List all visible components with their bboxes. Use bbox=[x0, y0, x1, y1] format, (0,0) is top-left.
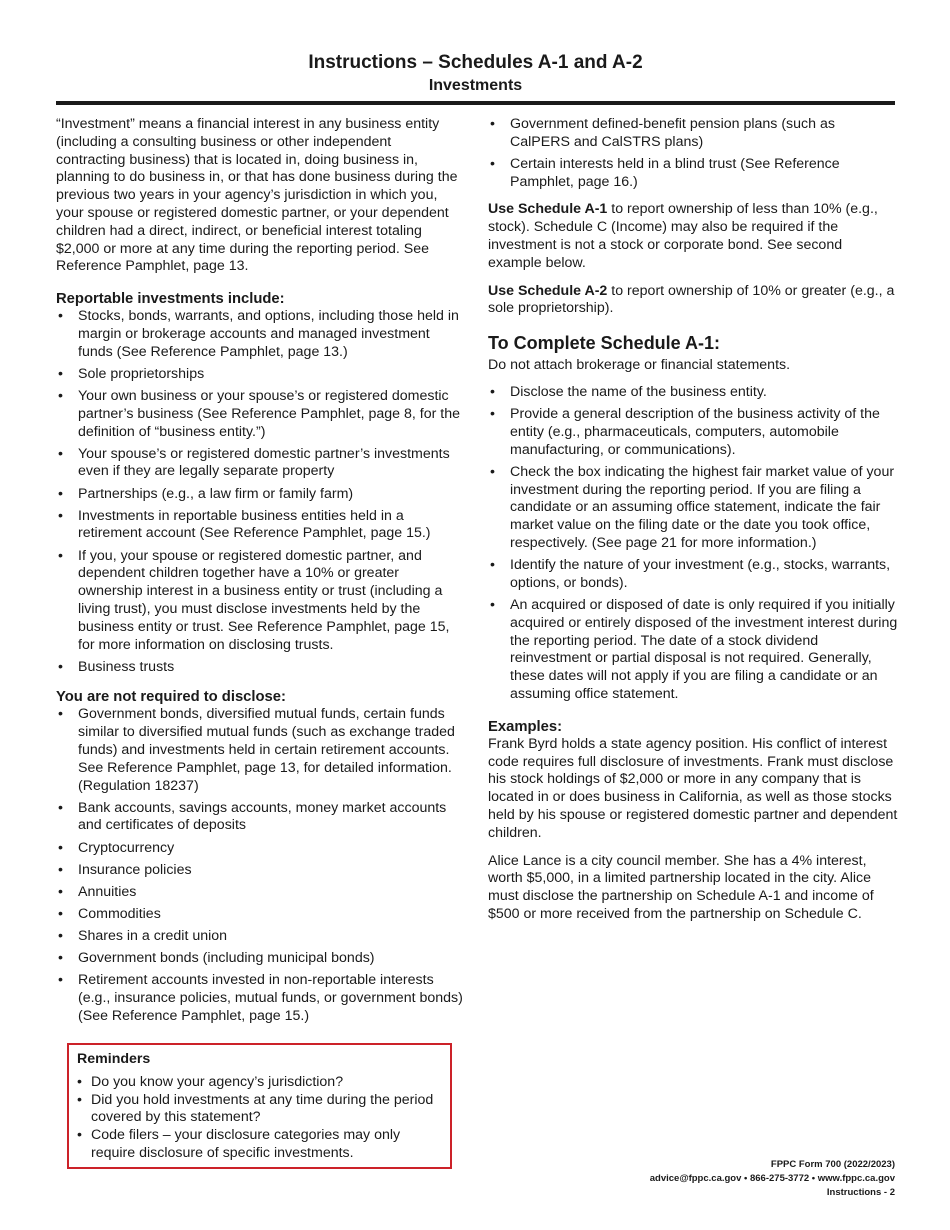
right-column bbox=[488, 116, 898, 934]
list-item: • Stocks, bonds, warrants, and options, including those held in margin or brokerage accounts and managed investment funds (See Reference Pamphlet, page 13.) bbox=[56, 308, 464, 361]
list-item: • Business trusts bbox=[56, 659, 464, 677]
list-item: • Investments in reportable business entities held in a retirement account (See Reference Pamphlet, page 15.) bbox=[56, 508, 464, 544]
list-item: • Provide a general description of the business activity of the entity (e.g., pharmaceuticals, computers, automobile manufacturing, or communications). bbox=[488, 406, 898, 459]
footer-form: FPPC Form 700 (2022/2023) bbox=[770, 1159, 895, 1170]
reminder-item: • Do you know your agency’s jurisdiction? bbox=[77, 1074, 442, 1092]
page-title: Instructions – Schedules A-1 and A-2 bbox=[308, 52, 643, 73]
page-subtitle: Investments bbox=[428, 77, 523, 94]
complete-note: Do not attach brokerage or financial statements. bbox=[488, 357, 791, 374]
list-item: • If you, your spouse or registered domestic partner, and dependent children together have a 10% or greater ownership interest in a business entity or trust (including a living trust), you must disclose investments held by the business entity or trust. See Reference Pamphlet, page 15, for more information on disclosing trusts. bbox=[56, 548, 464, 655]
investment-definition: “Investment” means a financial interest in any business entity (including a consulting business or other independent contracting business) that is located in, doing business in, planning to do business in, or that has done business during the previous two years in your agency’s jurisdiction in which you, your spouse or registered domestic partner, or your dependent children had a direct, indirect, or beneficial interest totaling $2,000 or more at any time during the reporting period. See Reference Pamphlet, page 13. bbox=[56, 116, 458, 275]
page-footer bbox=[650, 1158, 895, 1200]
page-header bbox=[56, 52, 895, 96]
reminders-list bbox=[77, 1074, 442, 1163]
reminder-item: • Code filers – your disclosure categories may only require disclosure of specific investments. bbox=[77, 1127, 442, 1163]
list-item: • Commodities bbox=[56, 906, 464, 924]
reminders-box bbox=[67, 1043, 452, 1169]
list-item: • Government defined-benefit pension plans (such as CalPERS and CalSTRS plans) bbox=[488, 116, 898, 152]
complete-list bbox=[488, 384, 898, 704]
use-a1-text: to report ownership of less than 10% (e.g., stock). Schedule C (Income) may also be required if the investment is not a stock or corporate bond. See second example below. bbox=[488, 201, 878, 271]
list-item: • Government bonds, diversified mutual funds, certain funds similar to diversified mutual funds (such as exchange traded funds) and investments held in certain retirement accounts. See Reference Pamphlet, page 13, for detailed information. (Regulation 18237) bbox=[56, 706, 464, 795]
left-column bbox=[56, 116, 464, 1030]
list-item: • Annuities bbox=[56, 884, 464, 902]
list-item: • Your own business or your spouse’s or registered domestic partner’s business (See Reference Pamphlet, page 8, for the definition of “business entity.”) bbox=[56, 388, 464, 441]
use-a2-label: Use Schedule A-2 bbox=[488, 282, 608, 299]
example-alice-lance: Alice Lance is a city council member. She has a 4% interest, worth $5,000, in a limited partnership located in the city. Alice must disclose the partnership on Schedule A-1 and income of $500 or more received from the partnership on Schedule C. bbox=[488, 852, 874, 922]
list-item: • Bank accounts, savings accounts, money market accounts and certificates of deposits bbox=[56, 800, 464, 836]
list-item: • Shares in a credit union bbox=[56, 928, 464, 946]
examples-heading: Examples: bbox=[488, 718, 563, 735]
reminder-item: • Did you hold investments at any time during the period covered by this statement? bbox=[77, 1092, 442, 1128]
not-required-list bbox=[56, 706, 464, 1025]
use-a2-text: to report ownership of 10% or greater (e.g., a sole proprietorship). bbox=[488, 282, 895, 317]
list-item: • Insurance policies bbox=[56, 862, 464, 880]
list-item: • Government bonds (including municipal bonds) bbox=[56, 950, 464, 968]
list-item: • Sole proprietorships bbox=[56, 366, 464, 384]
use-schedule-a1 bbox=[488, 201, 898, 272]
not-required-heading: You are not required to disclose: bbox=[56, 689, 286, 706]
list-item: • Check the box indicating the highest fair market value of your investment during the reporting period. If you are filing a candidate or an assuming office statement, indicate the fair market value on the filing date or the date you took office, respectively. (See page 21 for more information.) bbox=[488, 464, 898, 553]
list-item: • Identify the nature of your investment (e.g., stocks, warrants, options, or bonds). bbox=[488, 557, 898, 593]
reminders-title: Reminders bbox=[77, 1051, 151, 1067]
not-required-list-continued bbox=[488, 116, 898, 191]
list-item: • Your spouse’s or registered domestic partner’s investments even if they are legally separate property bbox=[56, 446, 464, 482]
list-item: • An acquired or disposed of date is only required if you initially acquired or entirely disposed of the investment interest during the reporting period. The date of a stock dividend reinvestment or partial disposal is not required. Generally, these dates will not apply if you are filing a candidate or an assuming office statement. bbox=[488, 597, 898, 704]
list-item: • Cryptocurrency bbox=[56, 840, 464, 858]
reportable-heading: Reportable investments include: bbox=[56, 291, 285, 308]
list-item: • Partnerships (e.g., a law firm or family farm) bbox=[56, 486, 464, 504]
footer-contact: advice@fppc.ca.gov • 866-275-3772 • www.fppc.ca.gov bbox=[649, 1173, 895, 1184]
header-rule bbox=[56, 101, 895, 105]
complete-schedule-heading: To Complete Schedule A-1: bbox=[488, 333, 721, 354]
footer-page: Instructions - 2 bbox=[826, 1187, 895, 1198]
list-item: • Disclose the name of the business entity. bbox=[488, 384, 898, 402]
list-item: • Certain interests held in a blind trust (See Reference Pamphlet, page 16.) bbox=[488, 156, 898, 192]
use-a1-label: Use Schedule A-1 bbox=[488, 201, 608, 218]
example-frank-byrd: Frank Byrd holds a state agency position. His conflict of interest code requires full disclosure of investments. Frank must disclose his stock holdings of $2,000 or more in any company that is located in or does business in California, as well as those stocks held by his spouse or registered domestic partner and dependent children. bbox=[488, 735, 898, 841]
use-schedule-a2 bbox=[488, 283, 898, 319]
list-item: • Retirement accounts invested in non-reportable interests (e.g., insurance policies, mutual funds, or government bonds) (See Reference Pamphlet, page 15.) bbox=[56, 972, 464, 1025]
reportable-list bbox=[56, 308, 464, 676]
